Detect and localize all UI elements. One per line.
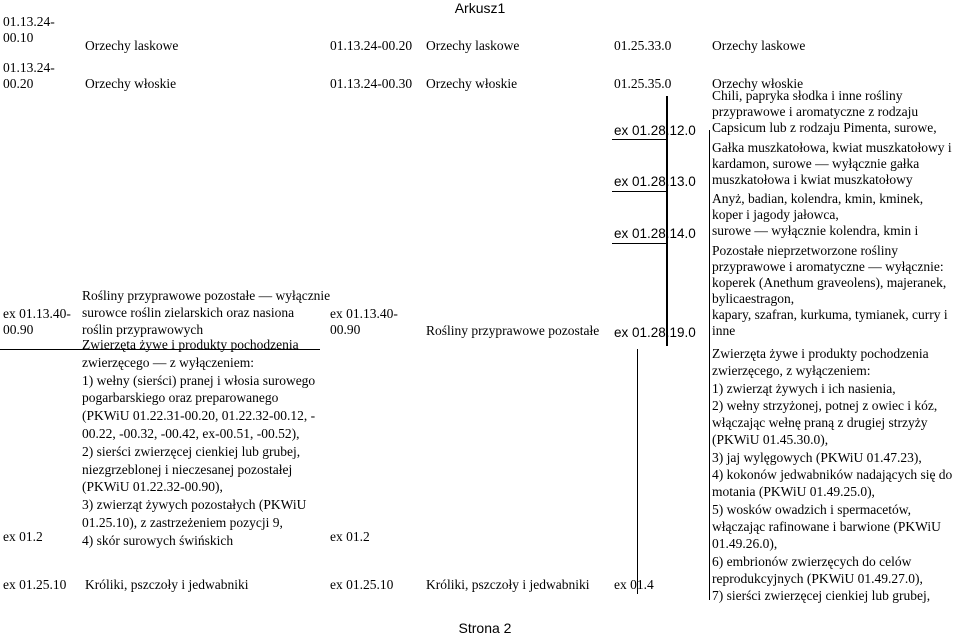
entry1-code: ex 01.28.12.0 <box>614 123 696 138</box>
divider-row-mid3 <box>612 243 667 244</box>
row5-code2: ex 01.25.10 <box>330 577 394 592</box>
row3-name2: Rośliny przyprawowe pozostałe <box>426 323 600 338</box>
divider-col6 <box>709 130 710 600</box>
row4-code1: ex 01.2 <box>3 529 43 544</box>
row5-name2: Króliki, pszczoły i jedwabniki <box>426 577 590 592</box>
row1-name3: Orzechy laskowe <box>712 38 806 53</box>
row3-name1: Rośliny przyprawowe pozostałe — wyłącznie surowce roślin zielarskich oraz nasiona roślin przyprawowych <box>82 288 331 337</box>
row3-code2: ex 01.13.40- 00.90 <box>330 306 398 337</box>
row2-name1: Orzechy włoskie <box>85 76 177 91</box>
row5-name1: Króliki, pszczoły i jedwabniki <box>85 577 249 592</box>
entry2-code: ex 01.28.13.0 <box>614 174 696 189</box>
row2-code3: 01.25.35.0 <box>614 76 672 91</box>
entry5-desc: Zwierzęta żywe i produkty pochodzenia zwierzęcego, z wyłączeniem: 1) zwierząt żywych i ich nasienia, 2) wełny strzyżonej, potnej z owiec i kóz, włączając wełnę praną z drugiej strzyży (PKWiU 01.45.30.0), 3) jaj wylęgowych (PKWiU 01.47.23), 4) kokonów jedwabników nadających się do motania (PKWiU 01.49.25.0), 5) wosków owadzich i spermacetów, włączając rafinowane i barwione (PKWiU 01.49.26.0), 6) embrionów zwierzęcych do celów reprodukcyjnych (PKWiU 01.49.27.0), 7) sierści zwierzęcej cienkiej lub grubej, <box>712 346 953 604</box>
row1-code1: 01.13.24- 00.10 <box>3 14 55 45</box>
page-footer: Strona 2 <box>458 620 512 636</box>
entry4-desc: Pozostałe nieprzetworzone rośliny przyprawowe i aromatyczne — wyłącznie: koperek (Anethum graveolens), majeranek, bylicaestragon, kapary, szafran, kurkuma, tymianek, curry i inne <box>712 243 948 338</box>
entry4-code: ex 01.28.19.0 <box>614 325 696 340</box>
row4-code2: ex 01.2 <box>330 529 370 544</box>
divider-row-mid2 <box>612 191 667 192</box>
row5-code3: ex 01.4 <box>614 577 654 592</box>
row5-code1: ex 01.25.10 <box>3 577 67 592</box>
row3-code1: ex 01.13.40- 00.90 <box>3 306 71 337</box>
row1-name2: Orzechy laskowe <box>426 38 520 53</box>
entry2-desc: Gałka muszkatołowa, kwiat muszkatołowy i kardamon, surowe — wyłącznie gałka muszkatołowa i kwiat muszkatołowy <box>712 140 952 187</box>
entry1-desc: Chili, papryka słodka i inne rośliny przyprawowe i aromatyczne z rodzaju Capsicum lub z rodzaju Pimenta, surowe, <box>712 88 937 135</box>
row1-name1: Orzechy laskowe <box>85 38 179 53</box>
row4-name1: Zwierzęta żywe i produkty pochodzenia zwierzęcego — z wyłączeniem: 1) wełny (sierści) pranej i włosia surowego pogarbarskiego oraz preparowanego (PKWiU 01.22.31-00.20, 01.22.32-00.12, - 00.22, -00.32, -00.42, ex-00.51, -00.52), 2) sierści zwierzęcej cienkiej lub grubej, niezgrzeblonej i nieczesanej pozostałej (PKWiU 01.22.32-00.90), 3) zwierząt żywych pozostałych (PKWiU 01.25.10), z zastrzeżeniem pozycji 9, 4) skór surowych świńskich <box>82 337 316 548</box>
row2-code2: 01.13.24-00.30 <box>330 76 413 91</box>
entry3-code: ex 01.28.14.0 <box>614 226 696 241</box>
divider-row-mid <box>612 139 667 140</box>
row2-name2: Orzechy włoskie <box>426 76 518 91</box>
row1-code3: 01.25.33.0 <box>614 38 672 53</box>
row2-name3: Orzechy włoskie <box>712 76 804 91</box>
row2-code1: 01.13.24- 00.20 <box>3 60 55 91</box>
row1-code2: 01.13.24-00.20 <box>330 38 413 53</box>
entry3-desc: Anyż, badian, kolendra, kmin, kminek, koper i jagody jałowca, surowe — wyłącznie kolendra, kmin i <box>712 191 924 238</box>
sheet-title: Arkusz1 <box>454 0 506 16</box>
divider-col5-lower <box>637 349 638 594</box>
